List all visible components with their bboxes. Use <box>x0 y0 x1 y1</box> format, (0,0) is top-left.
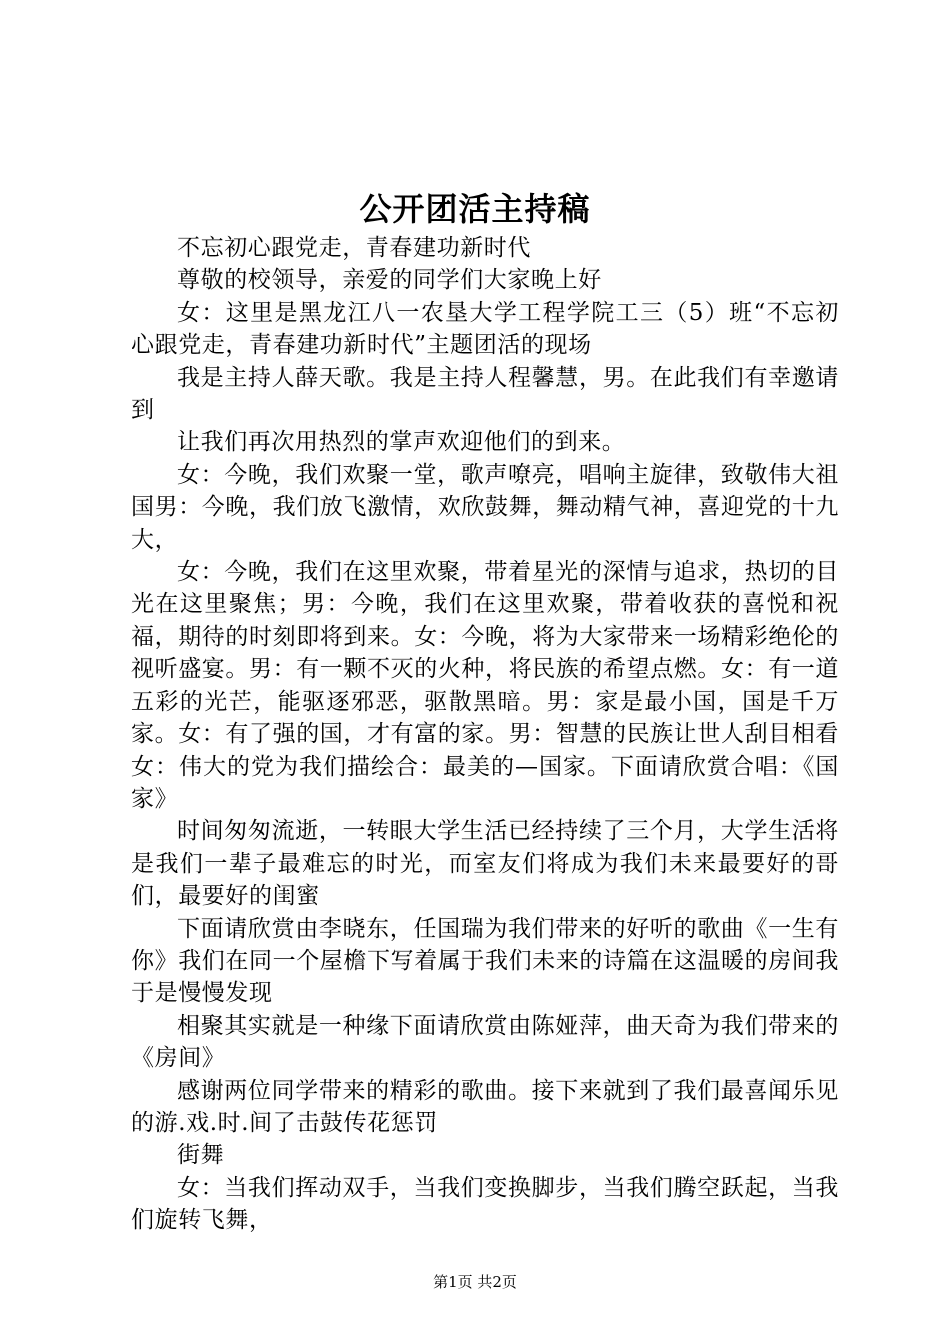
paragraph: 女：当我们挥动双手，当我们变换脚步，当我们腾空跃起，当我们旋转飞舞， <box>131 1174 839 1234</box>
paragraph: 相聚其实就是一种缘下面请欣赏由陈娅萍，曲天奇为我们带来的《房间》 <box>131 1012 839 1072</box>
paragraph: 尊敬的校领导，亲爱的同学们大家晚上好 <box>177 267 602 294</box>
paragraph: 不忘初心跟党走，青春建功新时代 <box>177 235 531 261</box>
document-title: 公开团活主持稿 <box>359 190 591 228</box>
paragraph: 女：今晚，我们欢聚一堂，歌声嘹亮，唱响主旋律，致敬伟大祖国男：今晚，我们放飞激情，欢欣鼓舞，舞动精气神，喜迎党的十九大， <box>131 461 839 553</box>
paragraph: 时间匆匆流逝，一转眼大学生活已经持续了三个月，大学生活将是我们一辈子最难忘的时光，而室友们将成为我们未来最要好的哥们，最要好的闺蜜 <box>131 818 839 910</box>
paragraph: 下面请欣赏由李晓东，任国瑞为我们带来的好听的歌曲《一生有你》我们在同一个屋檐下写着属于我们未来的诗篇在这温暖的房间我于是慢慢发现 <box>131 915 839 1007</box>
paragraph: 女：这里是黑龙江八一农垦大学工程学院工三（5）班“不忘初心跟党走，青春建功新时代”主题团活的现场 <box>131 299 839 359</box>
document-body <box>131 232 839 1237</box>
page-number-footer: 第1页 共2页 <box>433 1273 517 1291</box>
paragraph: 让我们再次用热烈的掌声欢迎他们的到来。 <box>177 429 626 456</box>
paragraph: 感谢两位同学带来的精彩的歌曲。接下来就到了我们最喜闻乐见的游.戏.时.间了击鼓传花惩罚 <box>131 1077 839 1136</box>
paragraph: 女：今晚，我们在这里欢聚，带着星光的深情与追求，热切的目光在这里聚焦；男：今晚，我们在这里欢聚，带着收获的喜悦和祝福，期待的时刻即将到来。女：今晚，将为大家带来一场精彩绝伦的视听盛宴。男：有一颗不灭的火种，将民族的希望点燃。女：有一道五彩的光芒，能驱逐邪恶，驱散黑暗。男：家是最小国，国是千万家。女：有了强的国，才有富的家。男：智慧的民族让世人刮目相看女：伟大的党为我们描绘合：最美的—国家。下面请欣赏合唱：《国家》 <box>131 559 839 812</box>
paragraph: 我是主持人薛天歌。我是主持人程馨慧，男。在此我们有幸邀请到 <box>131 364 839 424</box>
paragraph: 街舞 <box>177 1142 225 1169</box>
